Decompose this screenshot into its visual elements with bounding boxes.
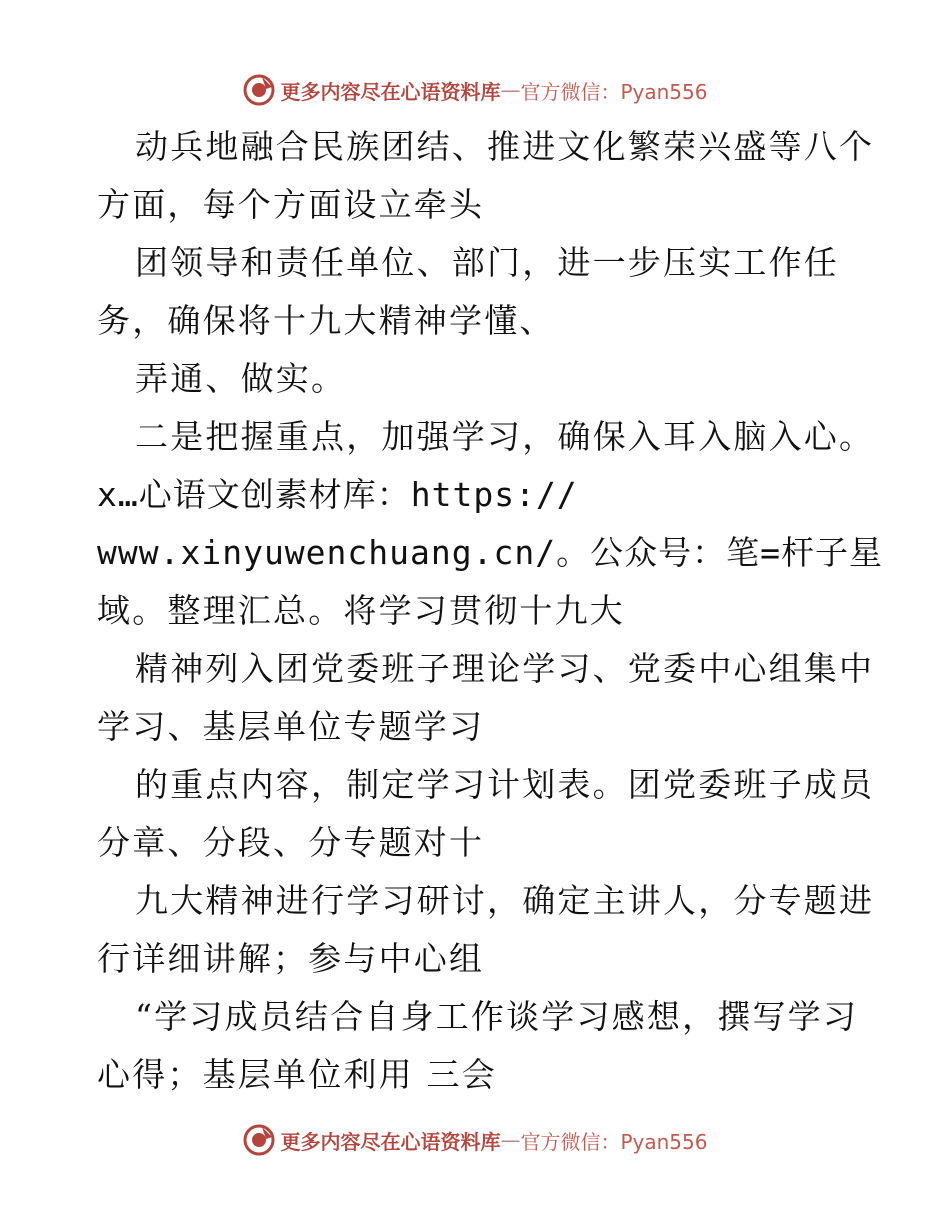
body-line: x…心语文创素材库：https:// <box>97 475 578 514</box>
watermark-tail-text: 官方微信：Pyan556 <box>520 79 708 104</box>
body-line: 域。整理汇总。将学习贯彻十九大 <box>97 591 625 630</box>
watermark-tail-text: 官方微信：Pyan556 <box>520 1129 708 1154</box>
body-line: 学习、基层单位专题学习 <box>97 707 485 746</box>
body-line: 二是把握重点，加强学习，确保入耳入脑入心。 <box>135 417 875 456</box>
body-line: “学习成员结合自身工作谈学习感想，撰写学习 <box>135 997 859 1036</box>
document-body <box>97 118 883 1104</box>
watermark-lead-text: 更多内容尽在心语资料库 <box>280 1129 501 1154</box>
body-line: 心得；基层单位利用 三会 <box>97 1055 497 1094</box>
body-line: 九大精神进行学习研讨，确定主讲人，分专题进 <box>135 881 875 920</box>
body-line: www.xinyuwenchuang.cn/。公众号：笔=杆子星 <box>97 533 883 572</box>
logo-icon <box>242 73 276 107</box>
watermark-dash: — <box>500 1128 521 1152</box>
watermark-lead-text: 更多内容尽在心语资料库 <box>280 79 501 104</box>
logo-icon <box>242 1123 276 1157</box>
body-line: 务，确保将十九大精神学懂、 <box>97 301 555 340</box>
body-line: 的重点内容，制定学习计划表。团党委班子成员 <box>135 765 875 804</box>
header-watermark <box>0 70 950 110</box>
footer-watermark <box>0 1120 950 1160</box>
body-line: 行详细讲解；参与中心组 <box>97 939 485 978</box>
body-line: 动兵地融合民族团结、推进文化繁荣兴盛等八个 <box>135 127 875 166</box>
body-line: 团领导和责任单位、部门，进一步压实工作任 <box>135 243 839 282</box>
body-line: 方面，每个方面设立牵头 <box>97 185 485 224</box>
body-line: 弄通、做实。 <box>135 359 347 398</box>
body-line: 精神列入团党委班子理论学习、党委中心组集中 <box>135 649 875 688</box>
body-line: 分章、分段、分专题对十 <box>97 823 485 862</box>
watermark-dash: — <box>500 78 521 102</box>
